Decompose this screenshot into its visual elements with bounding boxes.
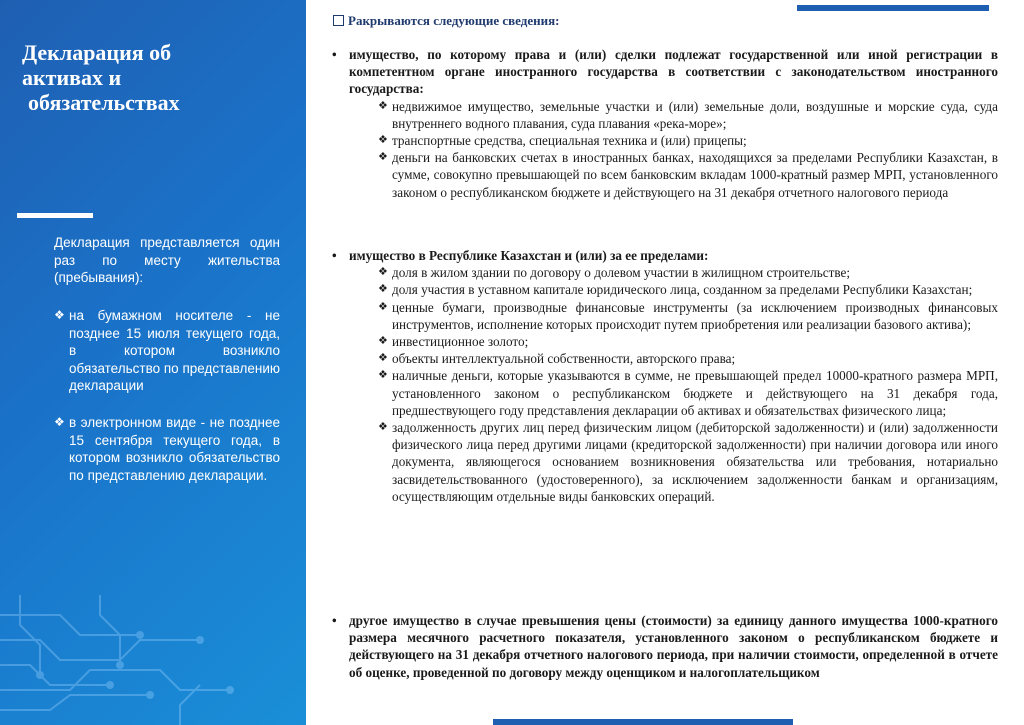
checkbox-bullet-icon <box>333 15 344 26</box>
sub-item-text: наличные деньги, которые указываются в сумме, не превышающей предел 10000-кратного размера МРП, установленного законом о республиканском бюджете и действующего на 31 декабря года, предшествующего году представления декларации об активах и обязательствах физического лица; <box>392 368 998 418</box>
sub-item-text: доля в жилом здании по договору о долевом участии в жилищном строительстве; <box>392 265 851 281</box>
title-line-2: активах и <box>22 65 122 90</box>
sub-item <box>378 367 998 419</box>
sub-item-text: задолженность других лиц перед физическим лицом (дебиторской задолженности) и (или) задолженности физического лица перед другими лицами (кредиторской задолженности) при наличии договора или иного документа, являющегося основанием возникновения обязательства или требования, нотариально засвидетельствованного (удостоверенного), за исключением задолженности банкам и организациям, осуществляющим отдельные виды банковских операций. <box>392 420 998 504</box>
block-foreign-property <box>332 46 998 201</box>
sub-item-text: доля участия в уставном капитале юридического лица, созданном за пределами Республики Казахстан; <box>392 282 973 298</box>
bullet-item <box>332 247 998 264</box>
bullet-dot-icon: • <box>332 613 337 628</box>
block-other-property <box>332 612 998 681</box>
list-item-text: на бумажном носителе - не позднее 15 июля текущего года, в котором возникло обязательство по представлению декларации <box>69 308 281 394</box>
bullet-dot-icon: • <box>332 47 337 62</box>
diamond-bullet-icon: ❖ <box>54 415 65 429</box>
block-kz-property <box>332 247 998 505</box>
sub-item <box>378 149 998 201</box>
sub-item <box>378 132 998 149</box>
sub-item <box>378 98 998 132</box>
sub-item-text: недвижимое имущество, земельные участки и (или) земельные доли, воздушные и морские суда, суда внутреннего водного плавания, суда плавания «река-море»; <box>392 98 998 131</box>
title-line-3: обязательствах <box>28 90 180 115</box>
sub-item <box>378 333 998 350</box>
intro-text: Декларация представляется один раз по месту жительства (пребывания): <box>54 235 280 286</box>
section-heading-text: Ракрываются следующие сведения: <box>348 13 560 28</box>
diamond-bullet-icon: ❖ <box>378 421 388 434</box>
bottom-accent-line <box>493 719 793 725</box>
diamond-bullet-icon: ❖ <box>378 283 388 296</box>
title-line-1: Декларация об <box>22 40 172 65</box>
section-heading <box>333 13 559 29</box>
sub-item-text: объекты интеллектуальной собственности, авторского права; <box>392 351 736 367</box>
list-item <box>54 414 280 484</box>
diamond-bullet-icon: ❖ <box>378 99 388 112</box>
diamond-bullet-icon: ❖ <box>378 151 388 164</box>
bullet-text: другое имущество в случае превышения цены (стоимости) за единицу данного имущества 1000-кратного размера месячного расчетного показателя, установленного законом о республиканском бюджете и действующего на 31 декабря отчетного налогового периода, при наличии стоимости, определенной в отчете об оценке, проведенной по договору между оценщиком и налогоплательщиком <box>349 613 998 680</box>
diamond-bullet-icon: ❖ <box>378 266 388 279</box>
bullet-dot-icon: • <box>332 248 337 263</box>
diamond-bullet-icon: ❖ <box>378 134 388 147</box>
bullet-text: имущество, по которому права и (или) сделки подлежат государственной или иной регистрации в компетентном органе иностранного государства в соответствии с законодательством иностранного государства: <box>349 47 998 97</box>
bullet-text: имущество в Республике Казахстан и (или) за ее пределами: <box>349 248 709 263</box>
title-divider <box>17 213 93 218</box>
diamond-bullet-icon: ❖ <box>378 369 388 382</box>
bullet-item <box>332 612 998 681</box>
sub-item-text: транспортные средства, специальная техника и (или) прицепы; <box>392 133 747 149</box>
diamond-bullet-icon: ❖ <box>378 335 388 348</box>
list-item <box>54 307 280 395</box>
top-accent-line <box>797 5 989 11</box>
sub-item-text: инвестиционное золото; <box>392 334 529 350</box>
diamond-bullet-icon: ❖ <box>54 308 65 322</box>
page-title <box>22 40 292 115</box>
sub-item <box>378 350 998 367</box>
left-panel <box>0 0 306 725</box>
diamond-bullet-icon: ❖ <box>378 300 388 313</box>
sub-item-text: деньги на банковских счетах в иностранных банках, находящихся за пределами Республики Казахстан, в сумме, совокупно превышающей по всем банковским вкладам 1000-кратный размер МРП, установленного законом о республиканском бюджете и действующего на 31 декабря отчетного налогового периода <box>392 150 998 200</box>
sub-item <box>378 264 998 281</box>
sub-item <box>378 281 998 298</box>
list-item-text: в электронном виде - не позднее 15 сентября текущего года, в котором возникло обязательство по представлению декларации. <box>69 415 280 483</box>
sub-item <box>378 299 998 333</box>
bullet-item <box>332 46 998 98</box>
circuit-decoration <box>0 595 306 725</box>
diamond-bullet-icon: ❖ <box>378 352 388 365</box>
sub-item-text: ценные бумаги, производные финансовые инструменты (за исключением производных финансовых инструментов, исполнение которых происходит путем приобретения или реализации базового актива); <box>392 299 998 332</box>
sub-item <box>378 419 998 505</box>
